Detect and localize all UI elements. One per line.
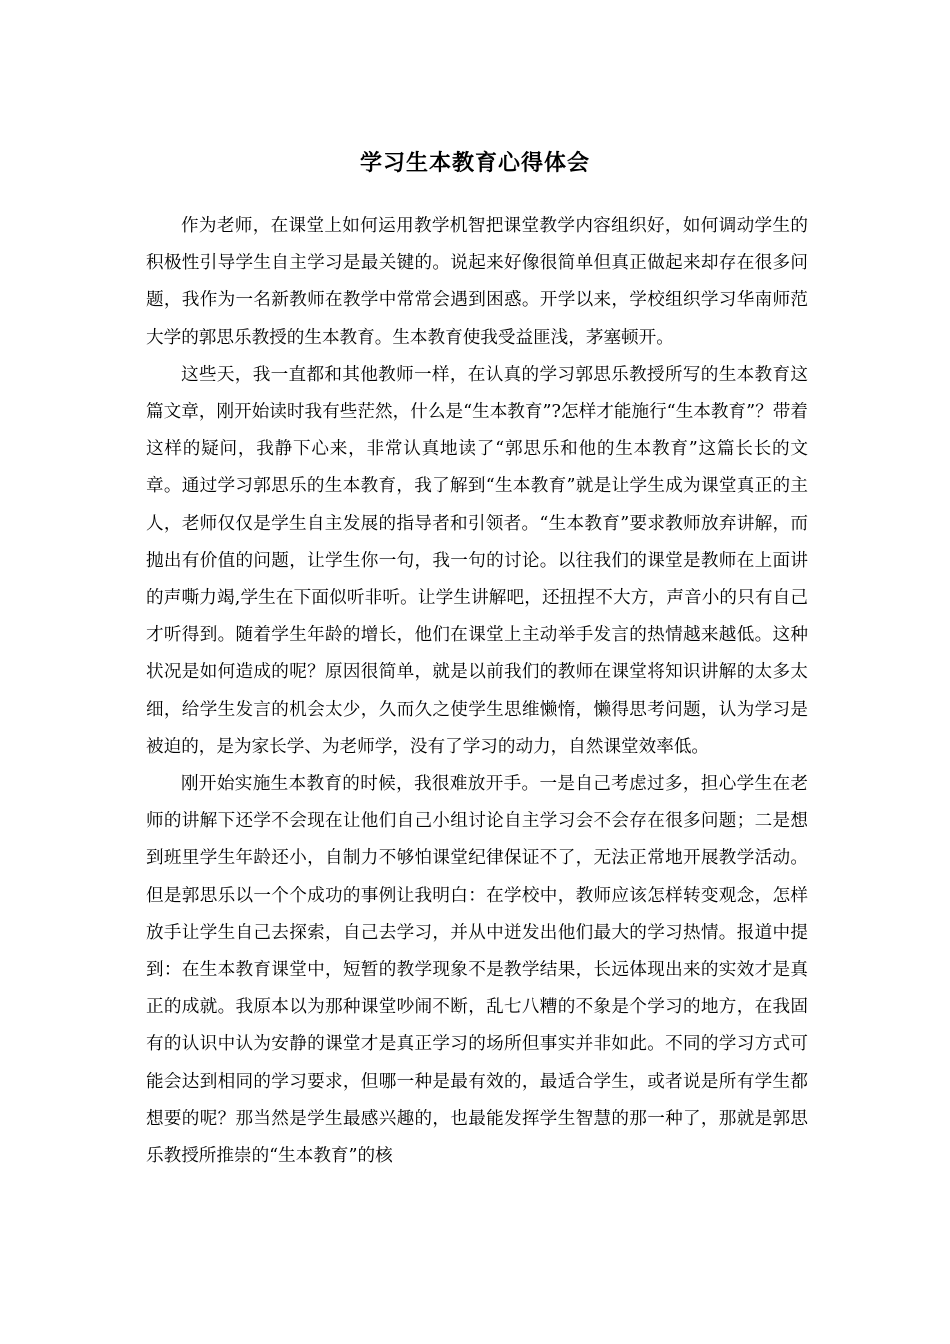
paragraph-1: 作为老师，在课堂上如何运用教学机智把课堂教学内容组织好，如何调动学生的积极性引导学生自主学习是最关键的。说起来好像很简单但真正做起来却存在很多问题，我作为一名新教师在教学中常常会遇到困惑。开学以来，学校组织学习华南师范大学的郭思乐教授的生本教育。生本教育使我受益匪浅，茅塞顿开。	[146, 216, 808, 348]
document-body	[146, 208, 808, 1175]
paragraph-2: 这些天，我一直都和其他教师一样，在认真的学习郭思乐教授所写的生本教育这篇文章，刚开始读时我有些茫然，什么是“生本教育”?怎样才能施行“生本教育”？带着这样的疑问，我静下心来，非常认真地读了“郭思乐和他的生本教育”这篇长长的文章。通过学习郭思乐的生本教育，我了解到“生本教育”就是让学生成为课堂真正的主人，老师仅仅是学生自主发展的指导者和引领者。“生本教育”要求教师放弃讲解，而抛出有价值的问题，让学生你一句，我一句的讨论。以往我们的课堂是教师在上面讲的声嘶力竭,学生在下面似听非听。让学生讲解吧，还扭捏不大方，声音小的只有自己才听得到。随着学生年龄的增长，他们在课堂上主动举手发言的热情越来越低。这种状况是如何造成的呢？原因很简单，就是以前我们的教师在课堂将知识讲解的太多太细，给学生发言的机会太少，久而久之使学生思维懒惰，懒得思考问题，认为学习是被迫的，是为家长学、为老师学，没有了学习的动力，自然课堂效率低。	[146, 364, 808, 757]
paragraph-3: 刚开始实施生本教育的时候，我很难放开手。一是自己考虑过多，担心学生在老师的讲解下还学不会现在让他们自己小组讨论自主学习会不会存在很多问题；二是想到班里学生年龄还小，自制力不够怕课堂纪律保证不了，无法正常地开展教学活动。但是郭思乐以一个个成功的事例让我明白：在学校中，教师应该怎样转变观念，怎样放手让学生自己去探索，自己去学习，并从中迸发出他们最大的学习热情。报道中提到：在生本教育课堂中，短暂的教学现象不是教学结果，长远体现出来的实效才是真正的成就。我原本以为那种课堂吵闹不断，乱七八糟的不象是个学习的地方，在我固有的认识中认为安静的课堂才是真正学习的场所但事实并非如此。不同的学习方式可能会达到相同的学习要求，但哪一种是最有效的，最适合学生，或者说是所有学生都想要的呢？那当然是学生最感兴趣的，也最能发挥学生智慧的那一种了，那就是郭思乐教授所推崇的“生本教育”的核	[146, 774, 808, 1167]
document-title: 学习生本教育心得体会	[359, 151, 590, 176]
